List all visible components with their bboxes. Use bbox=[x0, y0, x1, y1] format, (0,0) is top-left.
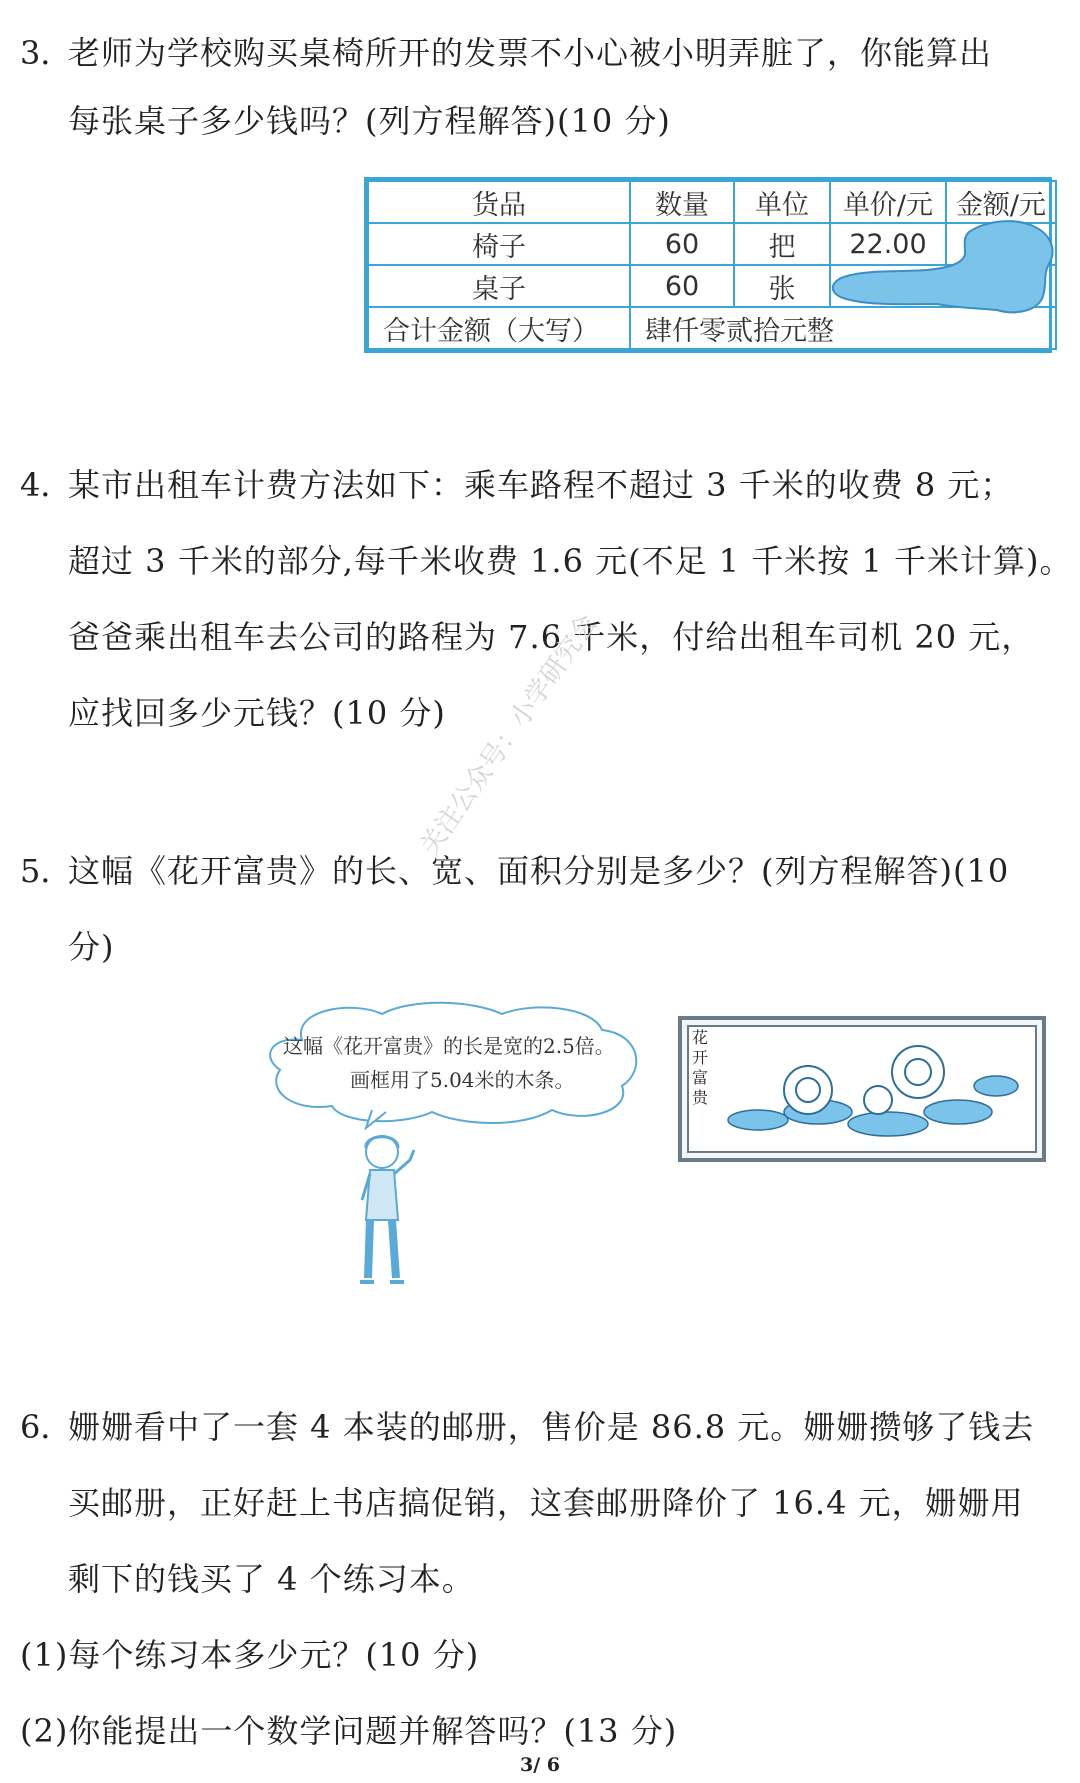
invoice-cell: 22.00 bbox=[830, 223, 946, 265]
invoice-table bbox=[364, 177, 1052, 353]
ink-stain bbox=[367, 180, 1055, 356]
question-4-number: 4． bbox=[20, 466, 73, 504]
invoice-header-cell: 货品 bbox=[368, 181, 630, 223]
question-6-number: 6． bbox=[20, 1408, 73, 1446]
invoice-cell: 把 bbox=[734, 223, 830, 265]
invoice-cell: 张 bbox=[734, 265, 830, 307]
question-4-text-line-2: 超过 3 千米的部分,每千米收费 1.6 元(不足 1 千米按 1 千米计算)。 bbox=[68, 542, 1073, 580]
page-number: 3/ 6 bbox=[520, 1754, 560, 1776]
invoice-header-cell: 单位 bbox=[734, 181, 830, 223]
painting-title-char: 贵 bbox=[692, 1088, 709, 1107]
invoice-cell: 60 bbox=[630, 265, 734, 307]
question-4-text-line-4: 应找回多少元钱？(10 分) bbox=[68, 694, 446, 732]
invoice-total-value: 肆仟零贰拾元整 bbox=[630, 307, 1056, 349]
invoice-cell: 椅子 bbox=[368, 223, 630, 265]
question-6-sub-1: (1)每个练习本多少元？(10 分) bbox=[20, 1636, 480, 1674]
question-3-text-line-2: 每张桌子多少钱吗？(列方程解答)(10 分) bbox=[68, 102, 671, 140]
bubble-text-line-1: 这幅《花开富贵》的长是宽的2.5倍。 bbox=[283, 1034, 615, 1058]
invoice-header-cell: 单价/元 bbox=[830, 181, 946, 223]
painting-title-char: 花 bbox=[692, 1028, 709, 1047]
question-4-text-line-3: 爸爸乘出租车去公司的路程为 7.6 千米，付给出租车司机 20 元， bbox=[68, 618, 1035, 656]
question-4-text-line-1: 某市出租车计费方法如下：乘车路程不超过 3 千米的收费 8 元； bbox=[68, 466, 1014, 504]
question-5-text-line-2: 分) bbox=[68, 928, 115, 966]
question-3-text-line-1: 老师为学校购买桌椅所开的发票不小心被小明弄脏了，你能算出 bbox=[68, 34, 993, 72]
invoice-cell: 60 bbox=[630, 223, 734, 265]
invoice-cell: 桌子 bbox=[368, 265, 630, 307]
question-3-number: 3． bbox=[20, 34, 73, 72]
question-5-text-line-1: 这幅《花开富贵》的长、宽、面积分别是多少？(列方程解答)(10 bbox=[68, 852, 1010, 890]
girl-illustration bbox=[340, 1130, 430, 1290]
watermark: 关注公众号：小学研究会 bbox=[414, 609, 604, 861]
painting-title-char: 开 bbox=[692, 1048, 709, 1067]
invoice-header-cell: 数量 bbox=[630, 181, 734, 223]
invoice-total-label: 合计金额（大写） bbox=[368, 307, 630, 349]
painting-illustration bbox=[678, 1016, 1046, 1162]
question-6-text-line-2: 买邮册，正好赶上书店搞促销，这套邮册降价了 16.4 元，姗姗用 bbox=[68, 1484, 1024, 1522]
painting-title bbox=[692, 1028, 708, 1108]
invoice-header-cell: 金额/元 bbox=[946, 181, 1056, 223]
question-5-number: 5． bbox=[20, 852, 73, 890]
question-6-text-line-3: 剩下的钱买了 4 个练习本。 bbox=[68, 1560, 475, 1598]
painting-title-char: 富 bbox=[692, 1068, 709, 1087]
question-6-text-line-1: 姗姗看中了一套 4 本装的邮册，售价是 86.8 元。姗姗攒够了钱去 bbox=[68, 1408, 1035, 1446]
bubble-text-line-2: 画框用了5.04米的木条。 bbox=[350, 1068, 575, 1092]
question-6-sub-2: (2)你能提出一个数学问题并解答吗？(13 分) bbox=[20, 1712, 678, 1750]
